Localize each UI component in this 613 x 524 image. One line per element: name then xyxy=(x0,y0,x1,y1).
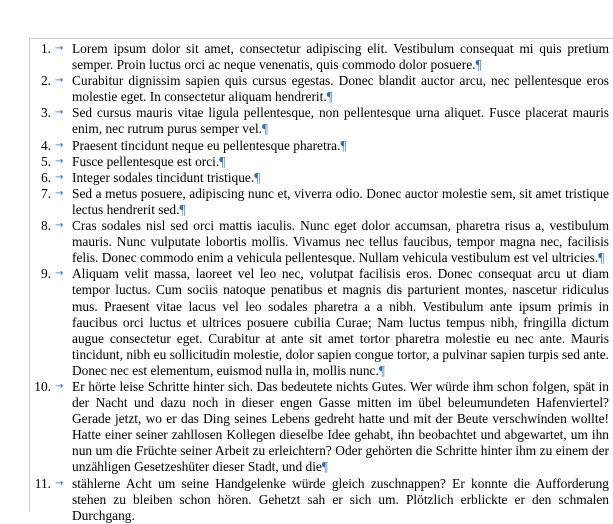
list-item[interactable] xyxy=(30,476,613,524)
document-page[interactable] xyxy=(29,38,613,523)
list-number: 4. xyxy=(40,137,51,153)
list-item[interactable] xyxy=(30,218,613,266)
list-item-text: Sed cursus mauris vitae ligula pellentesque, non pellentesque urna aliquet. Fusce placerat mauris enim, nec rutrum purus semper vel. xyxy=(72,105,609,137)
list-number: 11. xyxy=(34,475,51,491)
list-item[interactable] xyxy=(30,154,613,170)
pilcrow-icon: ¶ xyxy=(326,89,333,105)
numbered-list xyxy=(30,41,613,524)
pilcrow-icon: ¶ xyxy=(378,362,385,378)
tab-arrow-icon: → xyxy=(55,187,64,199)
list-number: 5. xyxy=(40,153,51,169)
list-item-text: Curabitur dignissim sapien quis cursus egestas. Donec blandit auctor arcu, nec pellentesque eros molestie eget. In consectetur aliquam hendrerit. xyxy=(72,73,609,105)
pilcrow-icon: ¶ xyxy=(340,137,347,153)
tab-arrow-icon: → xyxy=(55,107,64,119)
list-item-text: Integer sodales tincidunt tristique. xyxy=(72,169,255,185)
list-item-text: Praesent tincidunt neque eu pellentesque pharetra. xyxy=(72,137,341,153)
list-item-text: Sed a metus posuere, adipiscing nunc et, viverra odio. Donec auctor molestie sem, sit amet tristique lectus hendrerit sed. xyxy=(72,185,609,217)
pilcrow-icon: ¶ xyxy=(475,57,482,73)
list-item-text: Lorem ipsum dolor sit amet, consectetur adipiscing elit. Vestibulum consequat mi quis pretium semper. Proin luctus orci ac neque venenatis, quis commodo dolor posuere. xyxy=(72,41,609,73)
list-number: 6. xyxy=(40,169,51,185)
pilcrow-icon: ¶ xyxy=(254,169,261,185)
tab-arrow-icon: → xyxy=(55,75,64,87)
list-number: 2. xyxy=(40,73,51,89)
tab-arrow-icon: → xyxy=(55,43,64,54)
tab-arrow-icon: → xyxy=(55,220,64,232)
pilcrow-icon: ¶ xyxy=(179,201,186,217)
list-number: 3. xyxy=(40,105,51,121)
list-item-text: Fusce pellentesque est orci. xyxy=(72,153,220,169)
pilcrow-icon: ¶ xyxy=(262,121,269,137)
tab-arrow-icon: → xyxy=(55,380,64,392)
list-item-text: Cras sodales nisl sed orci mattis iaculis. Nunc eget dolor accumsan, pharetra risus a, vestibulum mauris. Nunc vulputate lobortis mollis. Vivamus nec tellus faucibus, tempor magna nec, facilisis felis. Donec commodo enim a vehicula pellentesque. Nullam vehicula vestibulum est vel ultricies. xyxy=(72,218,609,266)
list-number: 9. xyxy=(40,266,51,282)
list-item[interactable] xyxy=(30,379,613,476)
list-item[interactable] xyxy=(30,41,613,73)
pilcrow-icon: ¶ xyxy=(219,153,226,169)
list-item[interactable] xyxy=(30,138,613,154)
list-number: 8. xyxy=(40,218,51,234)
tab-arrow-icon: → xyxy=(55,171,64,183)
list-item[interactable] xyxy=(30,105,613,137)
tab-arrow-icon: → xyxy=(55,477,64,489)
list-item-text: stählerne Acht um seine Handgelenke würde gleich zuschnappen? Er konnte die Aufforderung stehen zu bleiben schon hören. Gehetzt sah er sich um. Plötzlich erblickte er den schmalen Durchgang. xyxy=(72,475,609,523)
list-number: 1. xyxy=(40,41,51,56)
list-item-text: Er hörte leise Schritte hinter sich. Das bedeutete nichts Gutes. Wer würde ihm schon folgen, spät in der Nacht und dazu noch in dieser engen Gasse mitten im übel beleumundeten Hafenviertel? Gerade jetzt, wo er das Ding seines Lebens gedreht hatte und mit der Beute verschwinden wollte! Hatte einer seiner zahllosen Kollegen dieselbe Idee gehabt, ihn beobachtet und abgewartet, um ihn nun um die Früchte seiner Arbeit zu erleichtern? Oder gehörten die Schritte hinter ihm zu einem der unzähligen Gesetzeshüter dieser Stadt, und die xyxy=(72,378,609,475)
pilcrow-icon: ¶ xyxy=(321,459,328,475)
tab-arrow-icon: → xyxy=(55,268,64,280)
list-number: 7. xyxy=(40,185,51,201)
list-item-text: Aliquam velit massa, laoreet vel leo nec, volutpat facilisis eros. Donec consequat arcu ut diam tempor luctus. Cum sociis natoque penatibus et magnis dis parturient montes, nascetur ridiculus mus. Praesent vitae lacus vel leo sodales pharetra a a nibh. Vestibulum ante ipsum primis in faucibus orci luctus et ultrices posuere cubilia Curae; Nam luctus tempus nibh, fringilla dictum augue consectetur eget. Curabitur at ante sit amet tortor pharetra molestie eu nec ante. Mauris tincidunt, nibh eu sollicitudin molestie, dolor sapien congue tortor, a pulvinar sapien turpis sed ante. Donec nec est elementum, euismod nulla in, mollis nunc. xyxy=(72,266,609,378)
list-number: 10. xyxy=(34,378,51,394)
tab-arrow-icon: → xyxy=(55,139,64,151)
list-item[interactable] xyxy=(30,170,613,186)
tab-arrow-icon: → xyxy=(55,155,64,167)
list-item[interactable] xyxy=(30,73,613,105)
list-item[interactable] xyxy=(30,186,613,218)
list-item[interactable] xyxy=(30,266,613,379)
pilcrow-icon: ¶ xyxy=(598,250,605,266)
